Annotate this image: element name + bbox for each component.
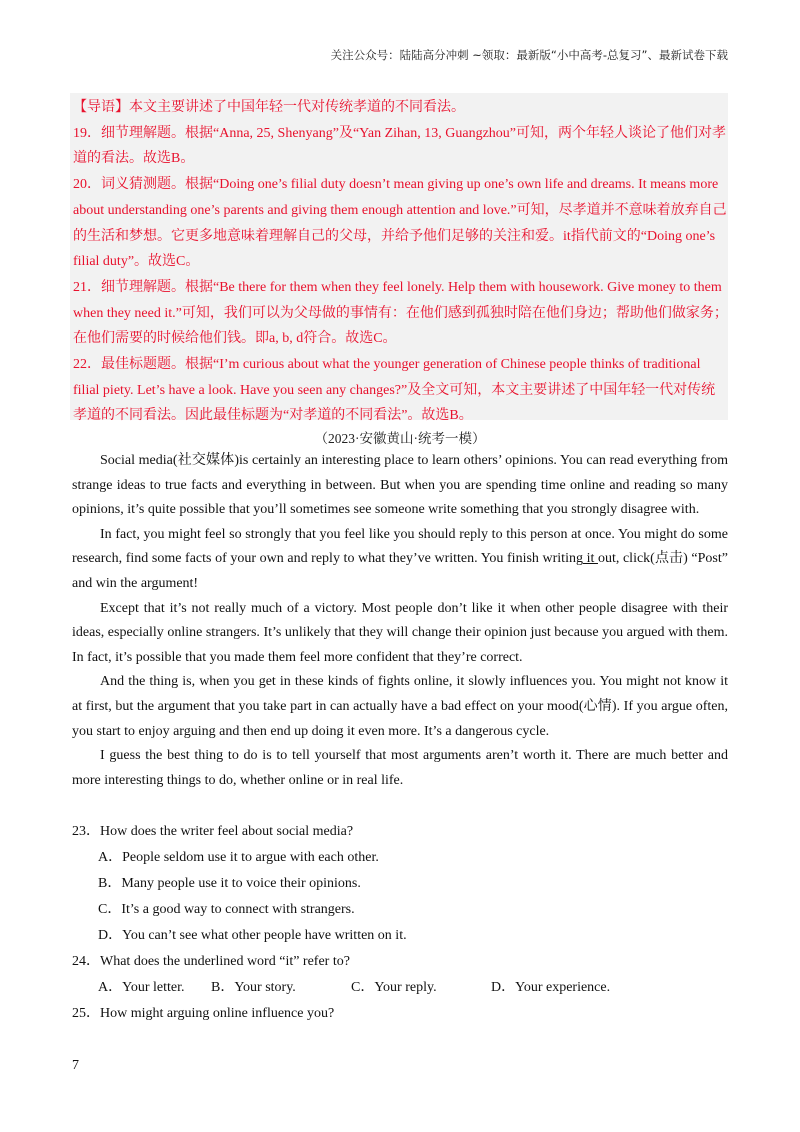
paragraph-4: And the thing is, when you get in these kinds of fights online, it slowly influences you. You might not know it at first, but the argument that you take part in can actually have a bad effect on your mood(心情). If you argue often, you start to enjoy arguing and then end up doing it even more. It’s a dangerous cycle. bbox=[72, 674, 728, 739]
paragraph-1: Social media(社交媒体)is certainly an interesting place to learn others’ opinions. You can read everything from strange ideas to true facts and everything in between. But when you are spending time online and reading so many opinions, it’s quite possible that you’ll sometimes see someone write something that you strongly disagree with. bbox=[72, 453, 728, 518]
paragraph-2-start: In fact, you might feel so strongly that you feel like you should reply to this person at once. You might do some research, find some facts of your own and reply to what they’ve written. You finish writing bbox=[72, 526, 728, 567]
question-24-option-a: A．Your letter. bbox=[98, 980, 185, 995]
question-24-option-d: D．Your experience. bbox=[491, 980, 611, 995]
question-24-options bbox=[72, 975, 728, 1001]
intro-note: 【导语】本文主要讲述了中国年轻一代对传统孝道的不同看法。 bbox=[73, 100, 465, 115]
answer-21: 21．细节理解题。根据“Be there for them when they feel lonely. Help them with housework. Give money to them when they need it.”可知，我们可以为父母做的事情有：在他们感到孤独时陪在他们身边；帮助他们做家务；在他们需要的时候给他们钱。即a, b, d符合。故选C。 bbox=[73, 279, 728, 347]
question-23-option-b: B．Many people use it to voice their opinions. bbox=[98, 876, 361, 891]
question-23-option-a: A．People seldom use it to argue with each other. bbox=[98, 850, 379, 865]
answer-19: 19．细节理解题。根据“Anna, 25, Shenyang”及“Yan Zihan, 13, Guangzhou”可知，两个年轻人谈论了他们对孝道的看法。故选B。 bbox=[73, 125, 727, 167]
questions-section bbox=[72, 819, 728, 1027]
paragraph-2 bbox=[72, 523, 728, 597]
paragraph-5: I guess the best thing to do is to tell yourself that most arguments aren’t worth it. There are much better and more interesting things to do, whether online or in real life. bbox=[72, 748, 728, 788]
passage-source: （2023·安徽黄山·统考一模） bbox=[314, 431, 486, 446]
underlined-word-it: it bbox=[582, 551, 598, 567]
question-23: 23．How does the writer feel about social media? bbox=[72, 824, 354, 839]
paragraph-3: Except that it’s not really much of a victory. Most people don’t like it when other people disagree with their ideas, especially online strangers. It’s unlikely that they will change their opinion just because you argued with them. In fact, it’s possible that you made them feel more confident that they’re correct. bbox=[72, 600, 728, 665]
answer-22: 22．最佳标题题。根据“I’m curious about what the younger generation of Chinese people thinks of traditional filial piety. Let’s have a look. Have you seen any changes?”及全文可知，本文主要讲述了中国年轻一代对传统孝道的不同看法。因此最佳标题为“对孝道的不同看法”。故选B。 bbox=[73, 357, 716, 424]
page-number: 7 bbox=[72, 1058, 79, 1073]
question-25: 25．How might arguing online influence you? bbox=[72, 1006, 335, 1021]
paragraph-2-end: out, click(点击) “Post” and win the argument! bbox=[72, 551, 728, 591]
answer-20: 20．词义猜测题。根据“Doing one’s filial duty doesn’t mean giving up one’s own life and dreams. It means more about understanding one’s parents and giving them enough attention and love.”可知，尽孝道并不意味着放弃自己的生活和梦想。它更多地意味着理解自己的父母，并给予他们足够的关注和爱。it指代前文的“Doing one’s filial duty”。故选C。 bbox=[73, 177, 727, 270]
answer-explanation-box bbox=[70, 93, 728, 424]
question-23-option-d: D．You can’t see what other people have written on it. bbox=[98, 928, 407, 943]
question-24: 24．What does the underlined word “it” refer to? bbox=[72, 954, 350, 969]
reading-passage bbox=[72, 449, 728, 793]
question-24-option-c: C．Your reply. bbox=[351, 980, 437, 995]
page-header: 关注公众号：陆陆高分冲刺 ~领取：最新版“小中高考-总复习”、最新试卷下载 bbox=[330, 48, 728, 62]
question-24-option-b: B．Your story. bbox=[211, 980, 296, 995]
question-23-option-c: C．It’s a good way to connect with strangers. bbox=[98, 902, 355, 917]
